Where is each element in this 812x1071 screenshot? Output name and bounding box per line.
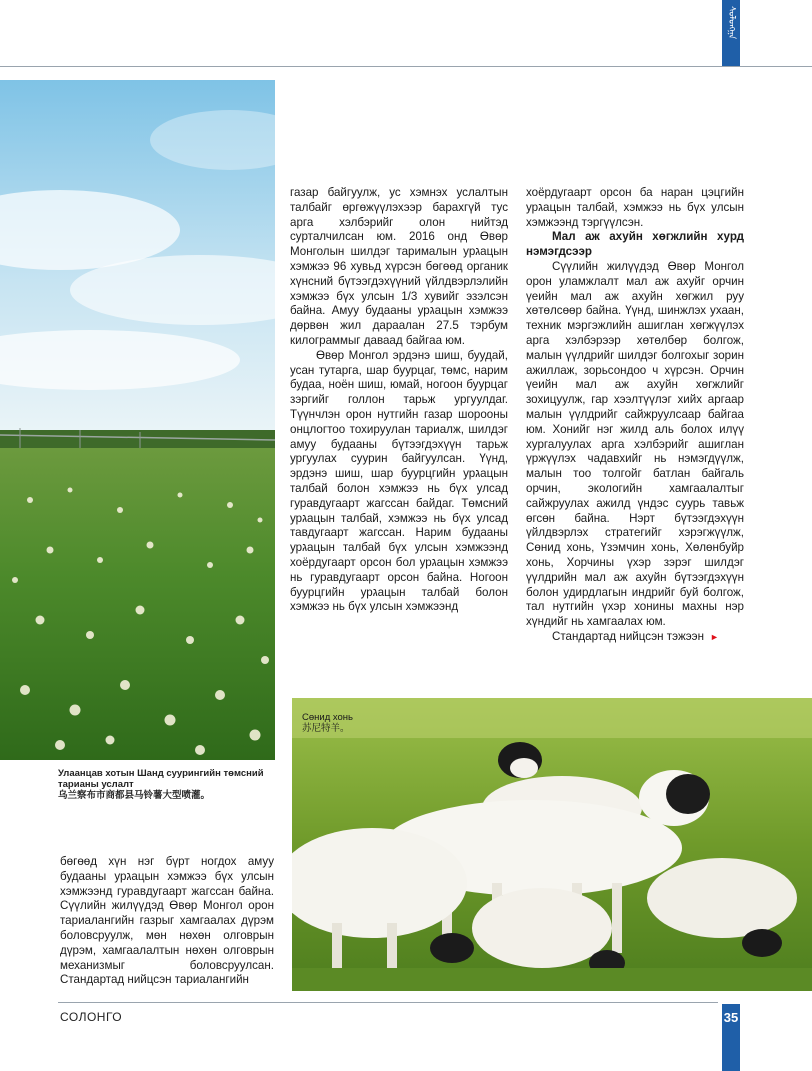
field-photo-caption [58,768,268,801]
sheep-photo [292,698,812,991]
paragraph: хоёрдугаарт орсон ба наран цэцгийн урגацын талбай, хэмжээ нь бүх улсын хэмжээнд тэргүүлсэн. [526,186,744,229]
section-heading: Мал аж ахуйн хөгжлийн хурд нэмэгдсээр [526,230,744,259]
caption-mongolian: Сөнид хонь [302,712,354,723]
side-tab [722,0,740,66]
paragraph-continued [526,630,744,645]
paragraph: газар байгуулж, ус хэмнэх услалтын талбайг өргөжүүлэхээр барахгүй тус арга хэлбэрийг олон нийтэд сурталчилсан юм. 2016 онд Өвөр Монголын шилдэг тарималын урגацын хэмжээ 96 хувьд хүрсэн бөгөөд органик хүнсний бүтээгдэхүүний үйлдвэрлэлийн хэмжээ бүх улсын 1/3 хувийг эзэлсэн байна. Амуу будааны урגацын хэмжээ дөрвөн жил дараалан 27.5 тэрбум килограммыг даваад байгаа юм. [290,186,508,347]
paragraph: бөгөөд хүн нэг бүрт ногдох амуу будааны урגацын хэмжээ бүх улсын хэмжээнд гуравдугаарт жагссан байна. Сүүлийн жилүүдэд Өвөр Монгол орон тариалангийн газрыг хамгаалах дүрэм боловсруулж, мөн нөхөн олговрын дүрэм, хамгаалалтын нөхөн олговрын механизмыг боловсруулсан. Стандартад нийцсэн тариалангийн [60,855,274,987]
caption-chinese: 乌兰察布市商都县马铃薯大型喷灌。 [58,790,211,801]
article-column-2 [526,186,744,645]
continued-text: Стандартад нийцсэн тэжээн [552,629,704,643]
caption-chinese: 苏尼特羊。 [302,723,350,734]
paragraph: Өвөр Монгол эрдэнэ шиш, буудай, усан тутарга, шар буурцаг, төмс, нарим будаа, ноён шиш, юмай, ногоон буурцаг зэргийг голлон тарьж ургуулдаг. Түүнчлэн орон нутгийн газар шорооны онцлогтоо тохируулан тариалж, шилдэг амуу будааны бүтээгдэхүүн тарьж ургуулах суурин байгуулсан. Үүнд, эрдэнэ шиш, шар буурцгийн урגацын талбай болон хэмжээ нь бүх улсад гуравдугаарт жагссан байдаг. Төмсний урגацын талбай, хэмжээ нь бүх улсад тавдугаарт жагссан. Нарим будааны урגацын талбай бүх улсын хэмжээнд хоёрдугаарт орсон бол урגацын хэмжээ нь гуравдугаарт орсон байна. Ногоон буурцгийн урגацын талбай болон хэмжээ нь бүх улсын хэмжээнд [290,348,508,614]
paragraph: Сүүлийн жилүүдэд Өвөр Монгол орон уламжлалт мал аж ахуйг орчин үеийн мал аж ахуйн хөгжил руу хөтөлсөөр байна. Үүнд, шинжлэх ухаан, техник мэргэжлийн ашиглан хөгжүүлэх арга хэлбэрээр хөтөлбөр болгож, малын үүлдрийг шилдэг болгохыг зорин ажиллаж, зорьсондоо ч хүрсэн. Орчин үеийн мал аж ахуйн хөгжлийг зохицуулж, гар хээлтүүлэг хийх аргаар малын үүлдрийг сайжруулсаар байгаа юм. Хонийг нэг жилд аль болох илүү хургалуулах арга хэлбэрийг ашиглан үржүүлэх чадавхийг нь нэмэгдүүлж, малын тоо толгойг батлан байгаль орчин, экологийн хамгаалалтыг сайжруулах ажилд үндэс суурь тавьж өгсөн байна. Нэрт бүтээгдэхүүн үйлдвэрлэх стратегийг хэрэгжүүлж, Сөнид хонь, Үзэмчин хонь, Хөлөнбуйр хонь, Хорчины үхэр зэрэг шилдэг үүлдрийн мал аж ахуйн бүтээгдэхүүн болон удирдлагын индрийг буй болгож, тал нутгийн үхэр хонины махны нэр хүндийг нь хамгаалах юм. [526,259,744,629]
caption-mongolian: Улаанцав хотын Шанд суурингийн төмсний тарианы услалт [58,768,264,790]
page-tab [722,1004,740,1071]
side-label: ᠰᠣᠯᠣᠩᠭ᠋ᠠ [726,6,736,40]
article-column-3 [60,855,274,988]
magazine-name: СОЛОНГО [60,1010,123,1024]
continue-arrow-icon: ► [709,631,719,642]
header-rule [0,66,812,67]
article-column-1 [290,186,508,615]
sheep-photo-caption [302,712,422,734]
potato-field-photo [0,80,275,760]
page-number: 35 [723,1010,739,1025]
footer-rule [58,1002,718,1003]
